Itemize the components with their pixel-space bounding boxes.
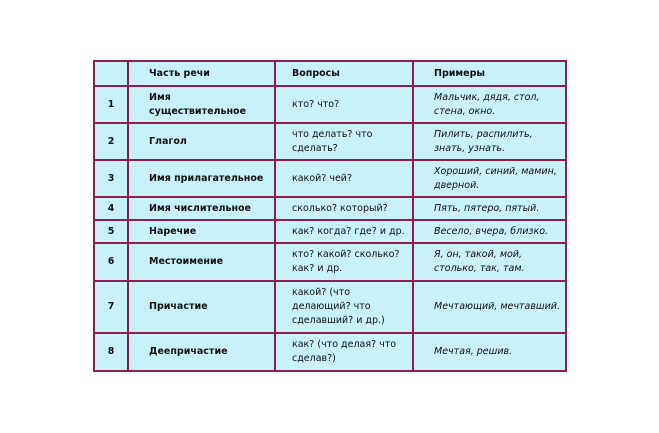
header-part-of-speech: Часть речи (128, 61, 275, 86)
examples-text: Хороший, синий, мамин, дверной. (434, 165, 557, 191)
table-row (94, 220, 566, 243)
part-of-speech-cell (128, 220, 275, 243)
header-row (94, 61, 566, 86)
part-of-speech-text: Причастие (149, 301, 208, 312)
parts-of-speech-table (93, 60, 567, 372)
row-number: 6 (94, 243, 128, 281)
row-number: 2 (94, 123, 128, 160)
questions-cell (275, 220, 413, 243)
table-row (94, 86, 566, 123)
examples-cell (413, 197, 566, 220)
examples-text: Мечтающий, мечтавший. (434, 301, 560, 312)
header-number (94, 61, 128, 86)
part-of-speech-cell (128, 123, 275, 160)
part-of-speech-text: Наречие (149, 225, 197, 237)
examples-cell (413, 243, 566, 281)
questions-text: как? (что делая? что сделав?) (292, 339, 397, 364)
questions-cell (275, 197, 413, 220)
examples-text: Пять, пятеро, пятый. (434, 202, 540, 214)
table-row (94, 123, 566, 160)
part-of-speech-cell (128, 86, 275, 123)
questions-text: что делать? что сделать? (292, 128, 373, 154)
examples-cell (413, 333, 566, 371)
row-number: 8 (94, 333, 128, 371)
questions-text: как? когда? где? и др. (292, 225, 405, 237)
questions-cell (275, 243, 413, 281)
row-number: 7 (94, 281, 128, 333)
row-number: 1 (94, 86, 128, 123)
examples-text: Весело, вчера, близко. (434, 225, 549, 237)
part-of-speech-text: Имя числительное (149, 202, 251, 214)
questions-cell (275, 86, 413, 123)
part-of-speech-text: Глагол (149, 135, 187, 147)
examples-text: Мальчик, дядя, стол, стена, окно. (434, 91, 540, 117)
part-of-speech-text: Деепричастие (149, 346, 228, 357)
header-questions: Вопросы (275, 61, 413, 86)
table-row (94, 281, 566, 333)
examples-text: Пилить, распилить, знать, узнать. (434, 128, 533, 154)
examples-cell (413, 123, 566, 160)
examples-text: Мечтая, решив. (434, 346, 513, 357)
questions-cell (275, 160, 413, 197)
questions-text: кто? что? (292, 98, 340, 110)
examples-cell (413, 160, 566, 197)
row-number: 3 (94, 160, 128, 197)
questions-cell (275, 281, 413, 333)
table-row (94, 243, 566, 281)
part-of-speech-text: Имя прилагательное (149, 172, 264, 184)
header-examples: Примеры (413, 61, 566, 86)
row-number: 5 (94, 220, 128, 243)
examples-text: Я, он, такой, мой, столько, так, там. (434, 249, 525, 274)
row-number: 4 (94, 197, 128, 220)
examples-cell (413, 86, 566, 123)
questions-cell (275, 123, 413, 160)
part-of-speech-cell (128, 281, 275, 333)
questions-text: сколько? который? (292, 202, 388, 214)
table-row (94, 333, 566, 371)
questions-text: какой? чей? (292, 172, 353, 184)
questions-text: какой? (что делающий? что сделавший? и др.) (292, 287, 385, 326)
questions-cell (275, 333, 413, 371)
table-row (94, 160, 566, 197)
part-of-speech-cell (128, 243, 275, 281)
questions-text: кто? какой? сколько? как? и др. (292, 249, 400, 274)
part-of-speech-cell (128, 197, 275, 220)
part-of-speech-text: Местоимение (149, 256, 224, 267)
table-row (94, 197, 566, 220)
examples-cell (413, 281, 566, 333)
part-of-speech-cell (128, 160, 275, 197)
examples-cell (413, 220, 566, 243)
part-of-speech-cell (128, 333, 275, 371)
part-of-speech-text: Имя существительное (149, 91, 247, 117)
